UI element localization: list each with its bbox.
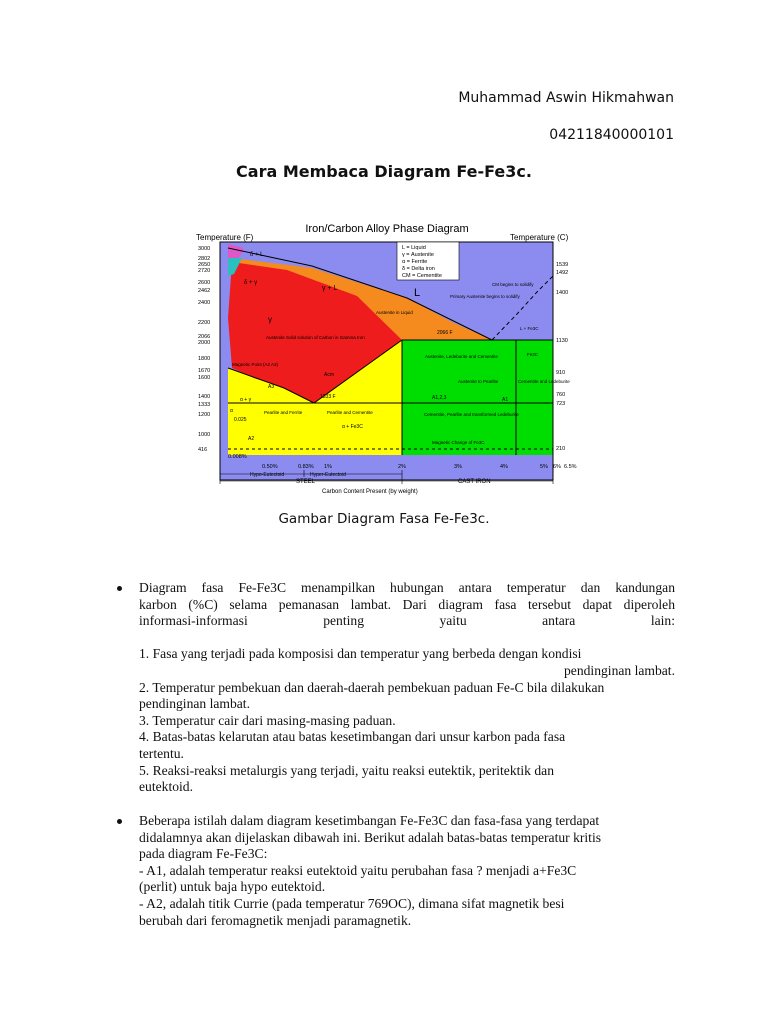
paragraph-line: - A2, adalah titik Currie (pada temperatur 769OC), dimana sifat magnetik besi <box>139 895 565 911</box>
list-line: 4. Batas-batas kelarutan atau batas kesetimbangan dari unsur karbon pada fasa <box>139 729 566 745</box>
svg-text:1130: 1130 <box>556 338 568 344</box>
svg-text:Fe3C: Fe3C <box>527 352 539 357</box>
paragraph-line: didalamnya akan dijelaskan dibawah ini. Berikut adalah batas-batas temperatur kritis <box>139 829 602 845</box>
svg-text:CAST IRON: CAST IRON <box>458 479 491 485</box>
svg-text:Pearlite and Ferrite: Pearlite and Ferrite <box>264 410 303 415</box>
svg-text:1%: 1% <box>324 464 332 470</box>
svg-text:STEEL: STEEL <box>296 479 316 485</box>
svg-text:210: 210 <box>556 446 566 452</box>
svg-text:α = Ferrite: α = Ferrite <box>402 259 428 265</box>
svg-text:1492: 1492 <box>556 270 569 276</box>
svg-text:Magnetic Point (A2 A3): Magnetic Point (A2 A3) <box>232 362 279 367</box>
svg-text:γ + L: γ + L <box>322 285 338 292</box>
svg-text:723: 723 <box>556 401 566 407</box>
paragraph-line: (perlit) untuk baja hypo eutektoid. <box>139 879 326 895</box>
left-tick-labels <box>198 246 210 453</box>
svg-text:δ + L: δ + L <box>250 252 264 258</box>
svg-text:1600: 1600 <box>198 375 211 381</box>
svg-text:Cementite and Ledeburite: Cementite and Ledeburite <box>518 379 570 384</box>
svg-text:2802: 2802 <box>198 256 211 262</box>
bullet-content <box>139 813 675 929</box>
svg-text:2650: 2650 <box>198 262 211 268</box>
list-line: 5. Reaksi-reaksi metalurgis yang terjadi, yaitu reaksi eutektik, peritektik dan <box>139 762 554 778</box>
svg-text:0.83%: 0.83% <box>298 464 314 470</box>
svg-text:2%: 2% <box>398 464 406 470</box>
bullet-icon <box>117 586 122 591</box>
left-axis-label: Temperature (F) <box>196 233 254 242</box>
list-line: pendinginan lambat. <box>564 662 675 678</box>
figure-caption: Gambar Diagram Fasa Fe-Fe3c. <box>278 511 490 527</box>
svg-text:5%: 5% <box>540 464 548 470</box>
list-line: eutektoid. <box>139 779 193 795</box>
svg-text:0.50%: 0.50% <box>262 464 278 470</box>
svg-text:L: L <box>414 287 421 299</box>
svg-text:Austenite to Pearlite: Austenite to Pearlite <box>458 379 499 384</box>
paragraph-line: Beberapa istilah dalam diagram kesetimbangan Fe-Fe3C dan fasa-fasa yang terdapat <box>139 813 600 828</box>
legend <box>397 242 459 280</box>
svg-text:δ + γ: δ + γ <box>244 280 258 286</box>
svg-text:α + γ: α + γ <box>240 397 252 403</box>
svg-text:1539: 1539 <box>556 262 569 268</box>
svg-text:Magnetic Change of Fe3C: Magnetic Change of Fe3C <box>432 440 485 445</box>
svg-text:1400: 1400 <box>556 290 569 296</box>
svg-text:Cementite, Pearlite and transf: Cementite, Pearlite and transformed Ledeburite <box>424 412 519 417</box>
paragraph-line: pada diagram Fe-Fe3C: <box>139 846 268 862</box>
svg-text:CM begins to solidify: CM begins to solidify <box>492 282 534 287</box>
svg-text:6.5%: 6.5% <box>564 464 577 470</box>
svg-text:2400: 2400 <box>198 300 211 306</box>
svg-text:Hypo-Eutectoid: Hypo-Eutectoid <box>250 472 285 478</box>
svg-text:α + Fe3C: α + Fe3C <box>342 424 363 430</box>
student-id: 04211840000101 <box>549 127 674 143</box>
list-line: pendinginan lambat. <box>139 696 250 712</box>
phase-diagram-image <box>192 218 582 495</box>
svg-text:A3: A3 <box>268 384 275 390</box>
svg-text:Austenite Solid solution of Ca: Austenite Solid solution of Carbon in Gamma Iron <box>266 335 365 340</box>
svg-text:2462: 2462 <box>198 288 211 294</box>
svg-text:CM = Cementite: CM = Cementite <box>402 273 442 279</box>
paragraph-line: berubah dari feromagnetik menjadi paramagnetik. <box>139 912 412 928</box>
svg-text:1200: 1200 <box>198 412 211 418</box>
svg-text:2600: 2600 <box>198 280 211 286</box>
paragraph-line: karbon (%C) selama pemanasan lambat. Dari diagram fasa tersebut dapat diperoleh <box>139 596 675 612</box>
svg-text:2066: 2066 <box>198 334 211 340</box>
bullet-icon <box>117 819 122 824</box>
svg-text:760: 760 <box>556 392 566 398</box>
document-title: Cara Membaca Diagram Fe-Fe3c. <box>236 162 532 181</box>
svg-text:3%: 3% <box>454 464 462 470</box>
svg-text:2720: 2720 <box>198 268 211 274</box>
svg-text:1000: 1000 <box>198 432 211 438</box>
svg-text:Austenite, Ledeburite and Ceme: Austenite, Ledeburite and Cementite <box>425 354 499 359</box>
svg-text:γ = Austenite: γ = Austenite <box>402 252 434 258</box>
svg-text:1333 F: 1333 F <box>320 394 336 400</box>
svg-text:δ = Delta iron: δ = Delta iron <box>402 266 435 272</box>
svg-text:1800: 1800 <box>198 356 211 362</box>
svg-text:0.008%: 0.008% <box>228 454 247 460</box>
list-line: 3. Temperatur cair dari masing-masing paduan. <box>139 712 396 728</box>
author-name: Muhammad Aswin Hikmahwan <box>458 90 674 106</box>
svg-text:0.025: 0.025 <box>234 417 247 423</box>
list-line: tertentu. <box>139 745 184 761</box>
svg-text:416: 416 <box>198 447 208 453</box>
svg-text:Primary Austenite begins to so: Primary Austenite begins to solidify <box>450 294 520 299</box>
svg-text:1670: 1670 <box>198 368 211 374</box>
svg-text:1400: 1400 <box>198 394 211 400</box>
svg-text:A1: A1 <box>502 397 509 403</box>
svg-text:L = Liquid: L = Liquid <box>402 245 426 251</box>
paragraph-line: informasi-informasi penting yaitu antara lain: <box>139 613 675 629</box>
svg-text:A2: A2 <box>248 436 255 442</box>
svg-text:4%: 4% <box>500 464 508 470</box>
svg-text:2066 F: 2066 F <box>437 330 453 336</box>
svg-text:2200: 2200 <box>198 320 211 326</box>
right-axis-label: Temperature (C) <box>510 233 569 242</box>
list-line: 1. Fasa yang terjadi pada komposisi dan temperatur yang berbeda dengan kondisi <box>139 646 582 662</box>
svg-text:Hyper-Eutectoid: Hyper-Eutectoid <box>310 472 346 478</box>
svg-text:3000: 3000 <box>198 246 211 252</box>
svg-text:Acm: Acm <box>324 372 334 378</box>
svg-text:Carbon Content Present (by wei: Carbon Content Present (by weight) <box>322 489 418 495</box>
svg-text:Austenite in Liquid: Austenite in Liquid <box>376 310 413 315</box>
list-line: 2. Temperatur pembekuan dan daerah-daerah pembekuan paduan Fe-C bila dilakukan <box>139 679 605 695</box>
paragraph-line: Diagram fasa Fe-Fe3C menampilkan hubungan antara temperatur dan kandungan <box>139 580 675 595</box>
svg-text:Pearlite and Cementite: Pearlite and Cementite <box>327 410 373 415</box>
chart-title: Iron/Carbon Alloy Phase Diagram <box>305 223 469 235</box>
svg-text:6%: 6% <box>553 464 561 470</box>
svg-text:2000: 2000 <box>198 340 211 346</box>
svg-text:α: α <box>230 408 233 414</box>
svg-text:L + Fe3C: L + Fe3C <box>520 326 539 331</box>
svg-text:A1,2,3: A1,2,3 <box>432 395 447 401</box>
right-tick-labels <box>556 262 568 452</box>
svg-text:910: 910 <box>556 370 566 376</box>
svg-text:γ: γ <box>268 315 272 324</box>
svg-text:1333: 1333 <box>198 402 211 408</box>
bullet-content <box>139 580 675 796</box>
paragraph-line: - A1, adalah temperatur reaksi eutektoid yaitu perubahan fasa ? menjadi a+Fe3C <box>139 862 577 878</box>
phase-diagram-figure <box>192 218 582 495</box>
